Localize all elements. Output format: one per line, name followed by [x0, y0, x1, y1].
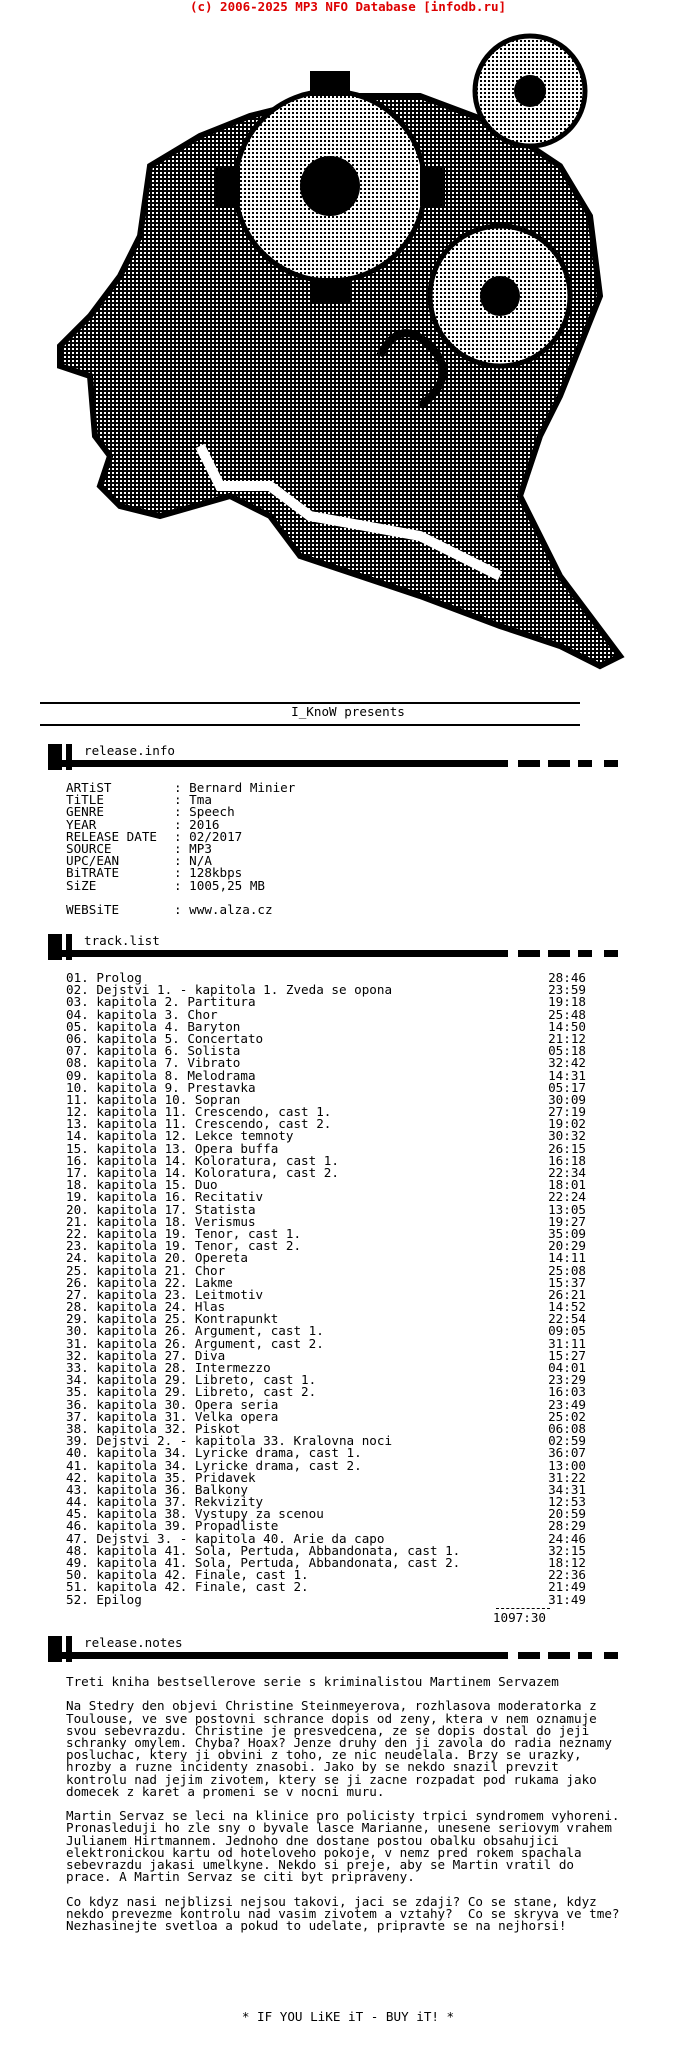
track-duration: 25:08 [548, 1262, 586, 1278]
info-key: GENRE [66, 804, 104, 820]
track-duration: 27:19 [548, 1104, 586, 1120]
track-duration: 21:49 [548, 1579, 586, 1595]
track-title: 01. Prolog [66, 970, 142, 985]
track-title: 42. kapitola 35. Pridavek [66, 1469, 256, 1485]
track-duration: 30:09 [548, 1091, 586, 1107]
info-row-website [66, 901, 295, 917]
track-duration: 24:46 [548, 1530, 586, 1546]
track-title: 46. kapitola 39. Propadliste [66, 1518, 279, 1534]
track-title: 11. kapitola 10. Sopran [66, 1091, 241, 1107]
track-duration: 25:02 [548, 1408, 586, 1424]
track-duration: 05:17 [548, 1079, 586, 1095]
track-duration: 13:05 [548, 1201, 586, 1217]
track-duration: 18:01 [548, 1177, 586, 1193]
track-title: 35. kapitola 29. Libreto, cast 2. [66, 1384, 317, 1400]
info-value: : MP3 [174, 840, 212, 856]
track-duration: 16:18 [548, 1152, 586, 1168]
track-title: 33. kapitola 28. Intermezzo [66, 1360, 271, 1375]
track-title: 07. kapitola 6. Solista [66, 1043, 241, 1059]
track-title: 05. kapitola 4. Baryton [66, 1018, 241, 1034]
info-key: RELEASE DATE [66, 828, 157, 844]
track-duration: 25:48 [548, 1006, 586, 1022]
track-title: 26. kapitola 22. Lakme [66, 1274, 233, 1290]
notes-paragraph: Martin Servaz se leci na klinice pro policisty trpici syndromem vyhoreni. Pronasleduji ho zle sny o byvale lasce Marianne, unesene seriovym vrahem Julianem Hirtmannem. Jednoho dne dostane postou obalku obsahujici elektronickou kartu od hoteloveho pokoje, v nemz pred rokem spachala sebevrazdu jakasi umelkyne. Nekdo si preje, aby se Martin vratil do prace. A Martin Servaz se citi byt pripraveny. [66, 1808, 628, 1885]
info-key: BiTRATE [66, 865, 120, 881]
info-key: ARTiST [66, 780, 112, 795]
track-duration: 19:27 [548, 1213, 586, 1229]
section-title-tracks: track.list [84, 933, 160, 948]
track-title: 06. kapitola 5. Concertato [66, 1030, 264, 1046]
track-duration: 34:31 [548, 1481, 586, 1497]
separator-bottom [40, 724, 580, 726]
track-duration: 32:15 [548, 1542, 586, 1558]
track-duration: 35:09 [548, 1225, 586, 1241]
track-title: 51. kapitola 42. Finale, cast 2. [66, 1579, 309, 1595]
presents-line: I_KnoW presents [291, 704, 405, 719]
track-title: 52. Epilog [66, 1591, 142, 1607]
track-duration: 04:01 [548, 1360, 586, 1375]
track-duration: 22:24 [548, 1189, 586, 1205]
track-title: 29. kapitola 25. Kontrapunkt [66, 1311, 279, 1327]
track-title: 37. kapitola 31. Velka opera [66, 1408, 279, 1424]
track-duration: 15:27 [548, 1347, 586, 1363]
track-duration: 21:12 [548, 1030, 586, 1046]
track-title: 31. kapitola 26. Argument, cast 2. [66, 1335, 324, 1351]
website-value: : www.alza.cz [174, 901, 273, 917]
track-duration: 13:00 [548, 1457, 586, 1473]
info-key: YEAR [66, 816, 97, 832]
info-value: : Tma [174, 792, 212, 808]
track-duration: 16:03 [548, 1384, 586, 1400]
track-title: 18. kapitola 15. Duo [66, 1177, 218, 1193]
track-duration: 23:29 [548, 1372, 586, 1388]
track-duration: 09:05 [548, 1323, 586, 1339]
track-title: 10. kapitola 9. Prestavka [66, 1079, 256, 1095]
track-duration: 14:50 [548, 1018, 586, 1034]
info-value: : 1005,25 MB [174, 877, 265, 893]
track-duration: 18:12 [548, 1555, 586, 1570]
track-title: 13. kapitola 11. Crescendo, cast 2. [66, 1116, 332, 1132]
track-row [66, 1591, 586, 1607]
info-key: TiTLE [66, 792, 104, 808]
track-title: 17. kapitola 14. Koloratura, cast 2. [66, 1165, 339, 1180]
track-title: 47. Dejstvi 3. - kapitola 40. Arie da capo [66, 1530, 385, 1546]
track-title: 23. kapitola 19. Tenor, cast 2. [66, 1238, 302, 1254]
track-title: 22. kapitola 19. Tenor, cast 1. [66, 1225, 302, 1241]
total-rule [496, 1608, 550, 1609]
track-duration: 31:49 [548, 1591, 586, 1607]
info-key: SiZE [66, 877, 97, 893]
track-title: 38. kapitola 32. Piskot [66, 1420, 241, 1436]
section-title-notes: release.notes [84, 1635, 183, 1650]
track-title: 45. kapitola 38. Vystupy za scenou [66, 1506, 324, 1522]
track-duration: 22:54 [548, 1311, 586, 1327]
info-value: : Speech [174, 804, 235, 820]
track-title: 44. kapitola 37. Rekvizity [66, 1494, 264, 1510]
track-duration: 15:37 [548, 1274, 586, 1290]
track-title: 30. kapitola 26. Argument, cast 1. [66, 1323, 324, 1339]
track-duration: 23:59 [548, 982, 586, 998]
track-title: 15. kapitola 13. Opera buffa [66, 1140, 279, 1156]
track-duration: 23:49 [548, 1396, 586, 1412]
track-title: 16. kapitola 14. Koloratura, cast 1. [66, 1152, 339, 1168]
track-title: 04. kapitola 3. Chor [66, 1006, 218, 1022]
info-value: : 128kbps [174, 865, 243, 881]
track-duration: 31:11 [548, 1335, 586, 1351]
track-title: 43. kapitola 36. Balkony [66, 1481, 248, 1497]
track-duration: 22:36 [548, 1567, 586, 1583]
track-title: 28. kapitola 24. Hlas [66, 1299, 226, 1315]
release-info [66, 782, 295, 916]
track-duration: 26:21 [548, 1286, 586, 1302]
track-title: 08. kapitola 7. Vibrato [66, 1055, 241, 1071]
track-title: 32. kapitola 27. Diva [66, 1347, 226, 1363]
track-row [66, 1581, 586, 1593]
section-bar-info [48, 744, 648, 770]
track-title: 20. kapitola 17. Statista [66, 1201, 256, 1217]
track-duration: 28:46 [548, 970, 586, 985]
section-bar-tracks [48, 934, 648, 960]
track-title: 48. kapitola 41. Sola, Pertuda, Abbandonata, cast 1. [66, 1542, 461, 1558]
website-key: WEBSiTE [66, 901, 120, 917]
copyright-header: (c) 2006-2025 MP3 NFO Database [infodb.ru] [189, 0, 507, 14]
info-value: : 02/2017 [174, 828, 243, 844]
track-duration: 22:34 [548, 1165, 586, 1180]
track-title: 25. kapitola 21. Chor [66, 1262, 226, 1278]
track-title: 21. kapitola 18. Verismus [66, 1213, 256, 1229]
track-duration: 19:18 [548, 994, 586, 1010]
track-title: 19. kapitola 16. Recitativ [66, 1189, 264, 1205]
track-duration: 14:11 [548, 1250, 586, 1266]
track-title: 49. kapitola 41. Sola, Pertuda, Abbandonata, cast 2. [66, 1555, 461, 1570]
section-bar-notes [48, 1636, 648, 1662]
track-title: 41. kapitola 34. Lyricke drama, cast 2. [66, 1457, 362, 1473]
track-list [66, 972, 586, 1606]
info-key: UPC/EAN [66, 853, 120, 869]
info-key: SOURCE [66, 840, 112, 856]
track-title: 36. kapitola 30. Opera seria [66, 1396, 279, 1412]
track-title: 02. Dejstvi 1. - kapitola 1. Zveda se opona [66, 982, 393, 998]
info-value: : Bernard Minier [174, 780, 296, 795]
track-duration: 30:32 [548, 1128, 586, 1144]
track-duration: 31:22 [548, 1469, 586, 1485]
track-title: 12. kapitola 11. Crescendo, cast 1. [66, 1104, 332, 1120]
head-with-gears-icon [0, 16, 696, 704]
notes-paragraph: Co kdyz nasi nejblizsi nejsou takovi, jaci se zdaji? Co se stane, kdyz nekdo prevezme kontrolu nad vasim zivotem a vztahy? Co se skryva ve tme? Nezhasinejte svetloa a pokud to udelate, pripravte se na nejhorsi! [66, 1893, 628, 1934]
track-duration: 12:53 [548, 1494, 586, 1510]
track-title: 14. kapitola 12. Lekce temnoty [66, 1128, 294, 1144]
track-title: 40. kapitola 34. Lyricke drama, cast 1. [66, 1445, 362, 1461]
track-duration: 20:29 [548, 1238, 586, 1254]
total-duration: 1097:30 [492, 1610, 546, 1625]
notes-paragraph: Treti kniha bestsellerove serie s kriminalistou Martinem Servazem [66, 1674, 559, 1689]
info-value: : N/A [174, 853, 212, 869]
track-duration: 19:02 [548, 1116, 586, 1132]
track-title: 24. kapitola 20. Opereta [66, 1250, 248, 1266]
track-duration: 06:08 [548, 1420, 586, 1436]
footer-slogan: * IF YOU LiKE iT - BUY iT! * [241, 2009, 455, 2024]
track-duration: 36:07 [548, 1445, 586, 1461]
info-value: : 2016 [174, 816, 220, 832]
track-title: 50. kapitola 42. Finale, cast 1. [66, 1567, 309, 1583]
track-title: 39. Dejstvi 2. - kapitola 33. Kralovna noci [66, 1433, 393, 1449]
track-title: 03. kapitola 2. Partitura [66, 994, 256, 1010]
notes-paragraph: Na Stedry den objevi Christine Steinmeyerova, rozhlasova moderatorka z Toulouse, ve sve postovni schrance dopis od zeny, ktera v nem oznamuje svou sebevrazdu. Christine je presvedcena, ze se dopis dostal do jeji schranky omylem. Chyba? Hoax? Jenze druhy den ji zavola do radia neznamy posluchac, ktery ji obvini z toho, ze nic neudelala. Brzy se urazky, hrozby a ruzne incidenty znasobi. Jako by se nekdo snazil prevzit kontrolu nad jejim zivotem, ktery se ji zacne rozpadat pod rukama jako domecek z karet a promeni se v nocni muru. [66, 1698, 620, 1799]
track-duration: 14:52 [548, 1299, 586, 1315]
track-duration: 20:59 [548, 1506, 586, 1522]
section-title-info: release.info [84, 743, 175, 758]
track-duration: 28:29 [548, 1518, 586, 1534]
track-title: 09. kapitola 8. Melodrama [66, 1067, 256, 1083]
release-notes [66, 1676, 626, 1944]
track-duration: 05:18 [548, 1043, 586, 1059]
track-title: 27. kapitola 23. Leitmotiv [66, 1286, 264, 1302]
track-duration: 26:15 [548, 1140, 586, 1156]
info-row [66, 877, 295, 893]
track-title: 34. kapitola 29. Libreto, cast 1. [66, 1372, 317, 1388]
track-duration: 02:59 [548, 1433, 586, 1449]
track-duration: 14:31 [548, 1067, 586, 1083]
track-duration: 32:42 [548, 1055, 586, 1071]
